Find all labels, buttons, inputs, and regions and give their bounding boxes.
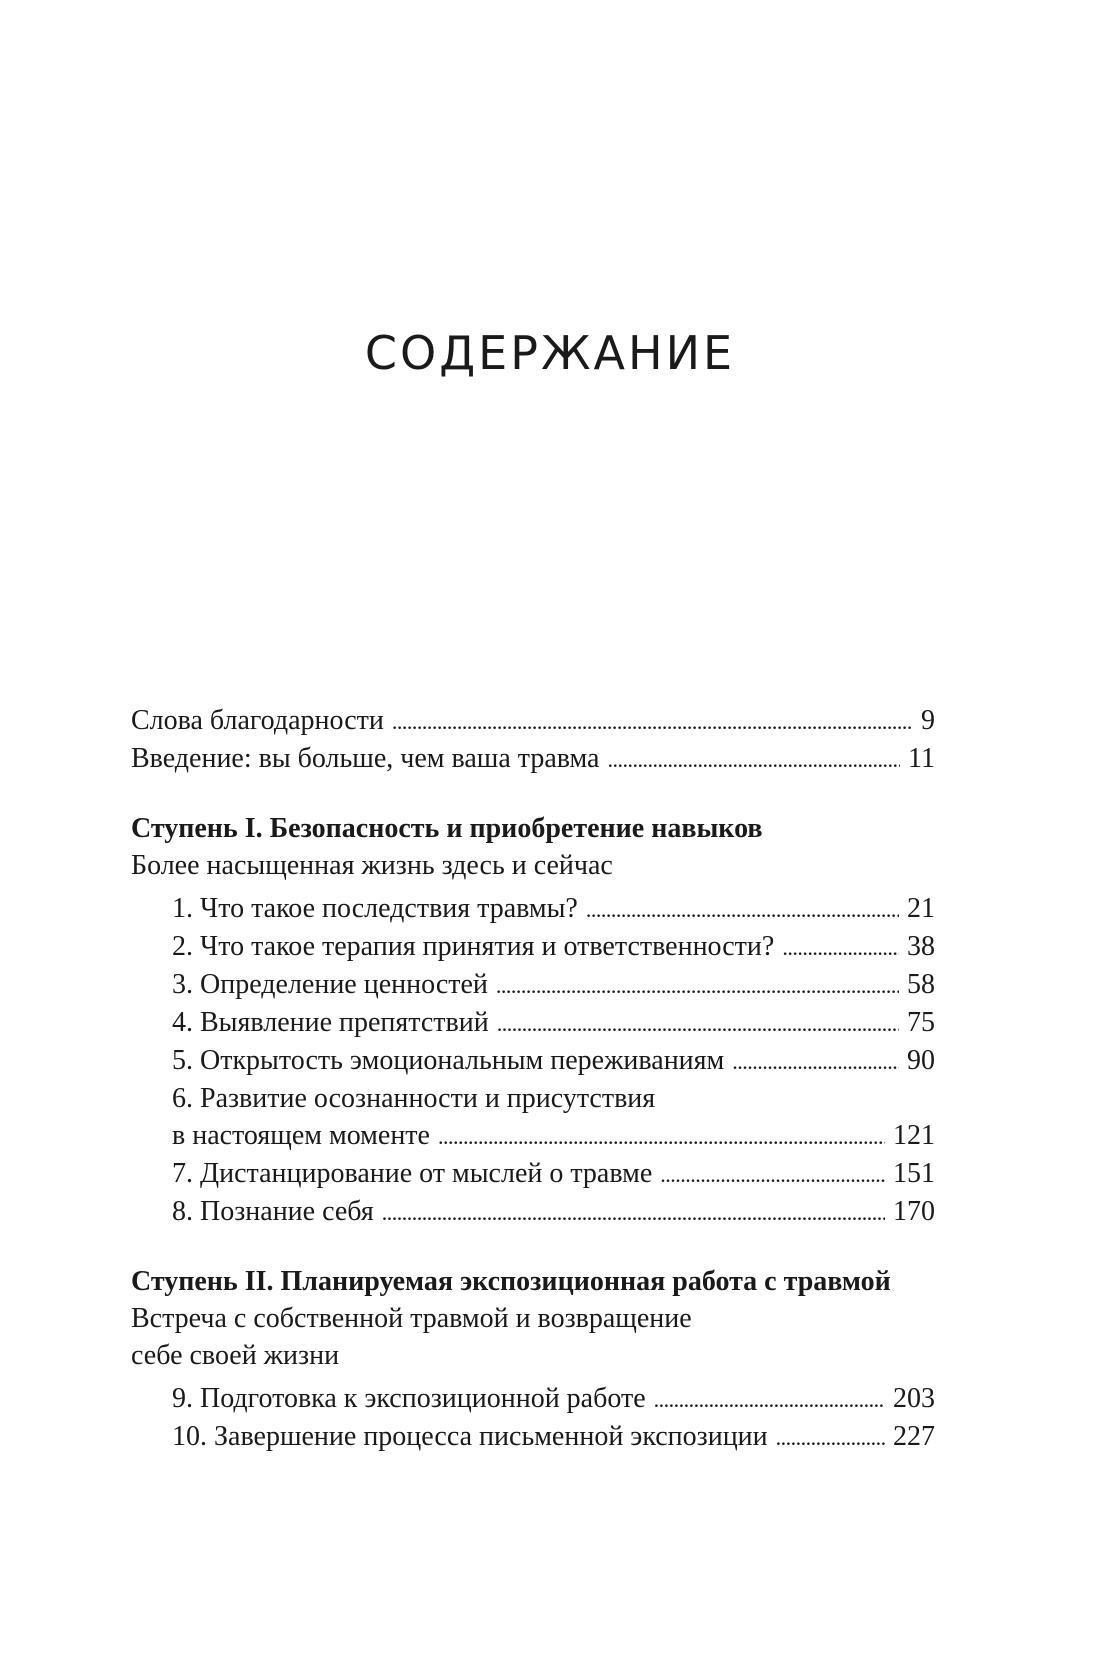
table-of-contents xyxy=(131,702,935,1456)
part-subtitle: Более насыщенная жизнь здесь и сейчас xyxy=(131,850,613,881)
toc-entry-title: Введение: вы больше, чем ваша травма xyxy=(131,743,600,774)
dot-leader xyxy=(586,890,899,928)
page-title: СОДЕРЖАНИЕ xyxy=(364,326,736,380)
toc-entry-title: 5. Открытость эмоциональным переживаниям xyxy=(172,1045,725,1076)
toc-chapter-1[interactable] xyxy=(131,890,935,928)
part-subtitle: Встреча с собственной травмой и возвращение xyxy=(131,1303,692,1334)
toc-entry-page: 90 xyxy=(907,1045,935,1076)
dot-leader xyxy=(382,1193,885,1231)
toc-entry-page: 11 xyxy=(908,743,935,774)
toc-entry-title: 2. Что такое терапия принятия и ответственности? xyxy=(172,931,775,962)
toc-chapter-8[interactable] xyxy=(131,1193,935,1231)
toc-entry-title: 4. Выявление препятствий xyxy=(172,1007,489,1038)
toc-entry-title: 9. Подготовка к экспозиционной работе xyxy=(172,1383,646,1414)
toc-chapter-4[interactable] xyxy=(131,1004,935,1042)
part-title: Ступень II. Планируемая экспозиционная работа с травмой xyxy=(131,1266,891,1297)
dot-leader xyxy=(776,1418,885,1456)
toc-entry-page: 170 xyxy=(893,1196,935,1227)
toc-entry-acknowledgements[interactable] xyxy=(131,702,935,740)
toc-chapter-6[interactable] xyxy=(131,1117,935,1155)
toc-entry-title: в настоящем моменте xyxy=(172,1120,430,1151)
toc-entry-title: 10. Завершение процесса письменной экспозиции xyxy=(172,1421,768,1452)
toc-entry-introduction[interactable] xyxy=(131,740,935,778)
toc-entry-title: 3. Определение ценностей xyxy=(172,969,488,1000)
dot-leader xyxy=(607,740,900,778)
dot-leader xyxy=(654,1380,885,1418)
toc-chapter-5[interactable] xyxy=(131,1042,935,1080)
toc-chapter-6-line1[interactable]: 6. Развитие осознанности и присутствия xyxy=(172,1083,656,1114)
dot-leader xyxy=(782,928,899,966)
toc-entry-title: Слова благодарности xyxy=(131,705,384,736)
part-title: Ступень I. Безопасность и приобретение навыков xyxy=(131,813,763,844)
toc-entry-page: 121 xyxy=(893,1120,935,1151)
toc-chapter-7[interactable] xyxy=(131,1155,935,1193)
toc-entry-page: 151 xyxy=(893,1158,935,1189)
toc-entry-title: 1. Что такое последствия травмы? xyxy=(172,893,578,924)
dot-leader xyxy=(438,1117,885,1155)
toc-chapter-2[interactable] xyxy=(131,928,935,966)
dot-leader xyxy=(660,1155,885,1193)
toc-chapter-10[interactable] xyxy=(131,1418,935,1456)
toc-entry-page: 75 xyxy=(907,1007,935,1038)
toc-entry-page: 9 xyxy=(921,705,935,736)
toc-entry-page: 58 xyxy=(907,969,935,1000)
dot-leader xyxy=(392,702,913,740)
part-subtitle: себе своей жизни xyxy=(131,1340,340,1371)
toc-entry-page: 21 xyxy=(907,893,935,924)
dot-leader xyxy=(732,1042,899,1080)
dot-leader xyxy=(497,1004,899,1042)
toc-entry-page: 38 xyxy=(907,931,935,962)
toc-chapter-9[interactable] xyxy=(131,1380,935,1418)
toc-entry-page: 227 xyxy=(893,1421,935,1452)
toc-entry-page: 203 xyxy=(893,1383,935,1414)
toc-chapter-3[interactable] xyxy=(131,966,935,1004)
dot-leader xyxy=(496,966,899,1004)
toc-entry-title: 7. Дистанцирование от мыслей о травме xyxy=(172,1158,653,1189)
toc-entry-title: 8. Познание себя xyxy=(172,1196,374,1227)
